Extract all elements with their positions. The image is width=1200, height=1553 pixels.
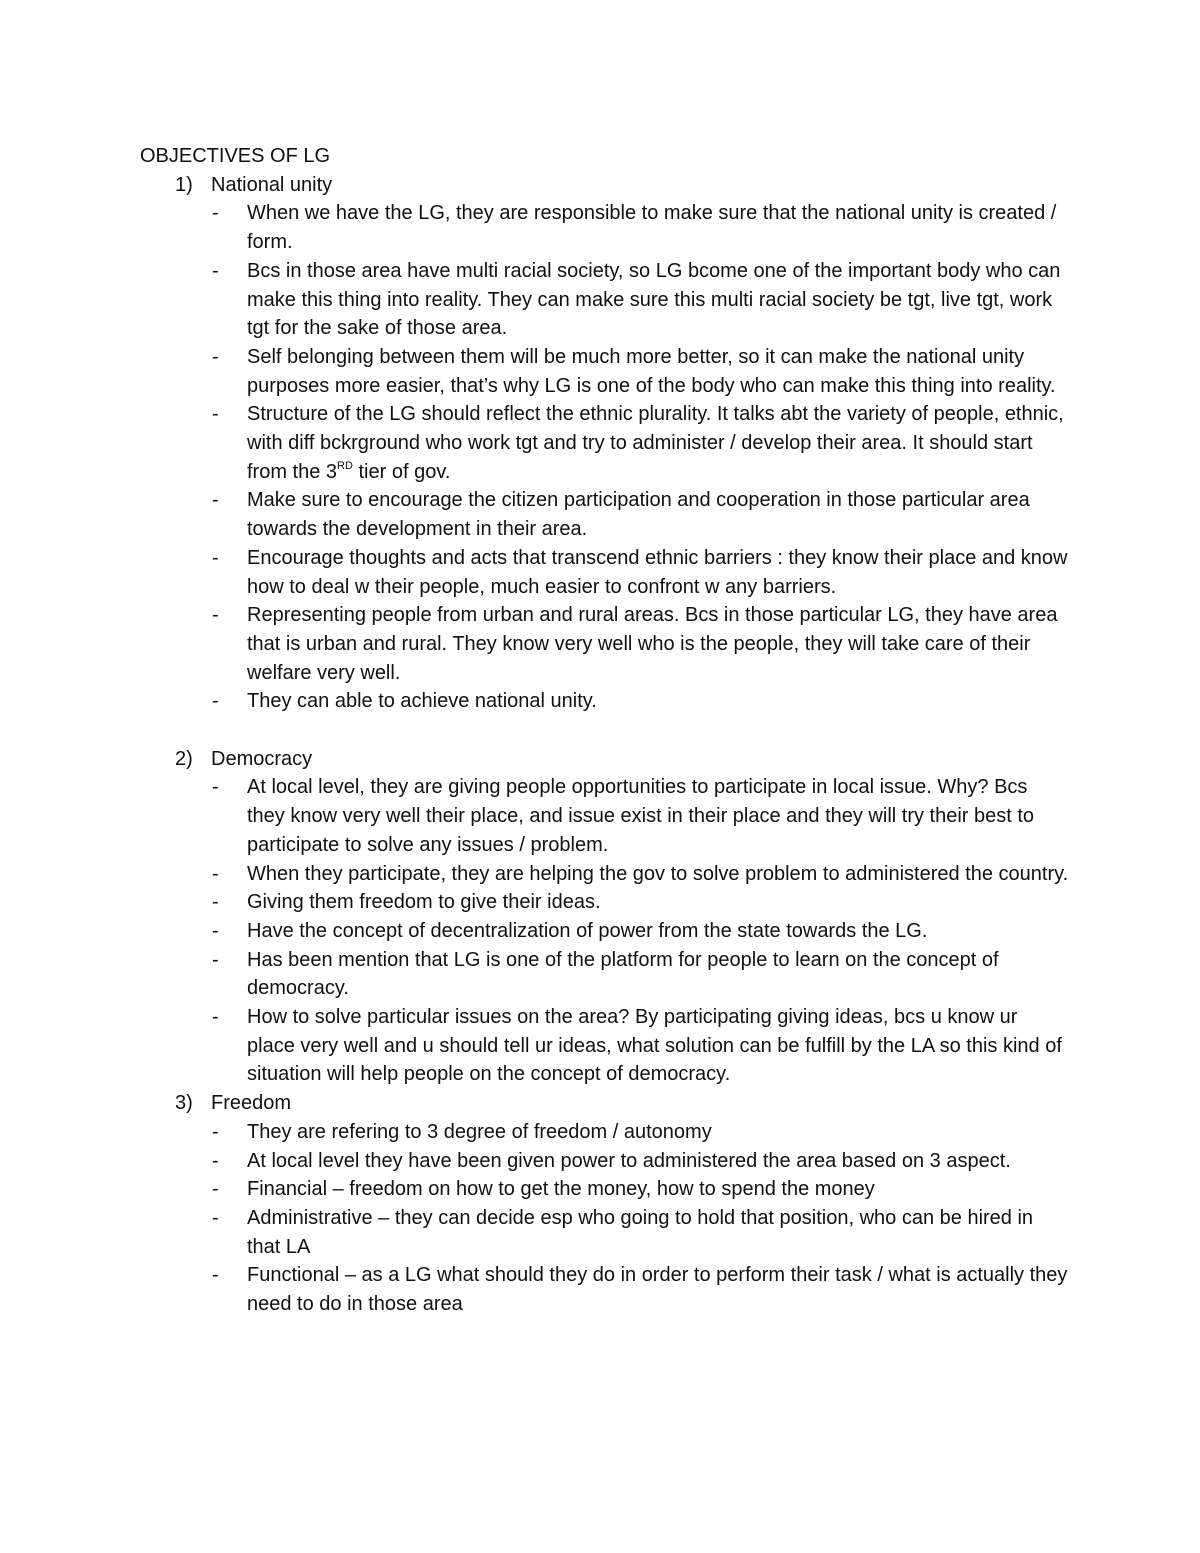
section-heading [140, 1089, 1070, 1118]
bullet-text: Representing people from urban and rural areas. Bcs in those particular LG, they have area that is urban and rural. They know very well who is the people, they will take care of their welfare very well. [247, 604, 1058, 684]
document-content [140, 142, 1070, 1319]
list-item [140, 1204, 1070, 1261]
dash-marker: - [212, 891, 219, 914]
bullet-text: Financial – freedom on how to get the money, how to spend the money [247, 1178, 875, 1201]
bullet-list [140, 1118, 1070, 1319]
dash-marker: - [212, 604, 219, 627]
list-item [140, 1118, 1070, 1147]
section-national-unity [140, 171, 1070, 716]
dash-marker: - [212, 948, 219, 971]
list-item [140, 544, 1070, 601]
section-title: National unity [211, 173, 333, 196]
bullet-list [140, 199, 1070, 716]
section-freedom [140, 1089, 1070, 1319]
list-item [140, 1003, 1070, 1089]
bullet-text: At local level, they are giving people opportunities to participate in local issue. Why? Bcs they know very well their place, and issue exist in their place and they will try their best to participate to solve any issues / problem. [247, 776, 1035, 856]
dash-marker: - [212, 489, 219, 512]
list-item [140, 1261, 1070, 1318]
list-item [140, 1147, 1070, 1176]
dash-marker: - [212, 1207, 219, 1229]
bullet-text-tail: tier of gov. [352, 460, 451, 483]
bullet-list [140, 773, 1070, 1089]
section-democracy [140, 745, 1070, 1089]
ordinal-superscript: RD [337, 459, 353, 472]
section-heading [140, 171, 1070, 200]
list-item [140, 946, 1070, 1003]
bullet-text: Encourage thoughts and acts that transcend ethnic barriers : they know their place and know how to deal w their people, much easier to confront w any barriers. [247, 546, 1068, 598]
bullet-text: When they participate, they are helping the gov to solve problem to administered the country. [247, 862, 1069, 885]
bullet-text-with-superscript [247, 400, 1070, 486]
bullet-text: Giving them freedom to give their ideas. [247, 891, 601, 914]
dash-marker: - [212, 403, 219, 426]
bullet-text: Bcs in those area have multi racial society, so LG bcome one of the important body who can make this thing into reality. They can make sure this multi racial society be tgt, live tgt, work tgt for the sake of those area. [247, 259, 1061, 340]
section-number: 2) [175, 747, 193, 770]
list-item [140, 486, 1070, 543]
section-number: 1) [175, 173, 193, 196]
bullet-text: Structure of the LG should reflect the ethnic plurality. It talks abt the variety of people, ethnic, with diff bckrground who work tgt and try to administer / develop their area. It should start from the 3 [247, 403, 1064, 483]
section-number: 3) [175, 1092, 193, 1115]
list-item [140, 199, 1070, 256]
bullet-text: Functional – as a LG what should they do in order to perform their task / what is actually they need to do in those area [247, 1264, 1068, 1316]
document-title: OBJECTIVES OF LG [140, 145, 331, 167]
list-item [140, 687, 1070, 716]
dash-marker: - [212, 345, 219, 368]
bullet-text: Has been mention that LG is one of the platform for people to learn on the concept of democracy. [247, 948, 999, 1000]
list-item [140, 257, 1070, 343]
dash-marker: - [212, 1006, 219, 1029]
section-heading [140, 745, 1070, 774]
list-item [140, 343, 1070, 400]
blank-line [140, 716, 1070, 745]
section-title: Democracy [211, 747, 313, 770]
bullet-text: How to solve particular issues on the area? By participating giving ideas, bcs u know ur place very well and u should tell ur ideas, what solution can be fulfill by the LA so this kind of situation will help people on the concept of democracy. [247, 1006, 1062, 1086]
dash-marker: - [212, 776, 219, 799]
dash-marker: - [212, 1120, 219, 1143]
list-item [140, 888, 1070, 917]
dash-marker: - [212, 546, 219, 569]
dash-marker: - [212, 1264, 219, 1287]
list-item [140, 917, 1070, 946]
dash-marker: - [212, 1178, 219, 1201]
bullet-text: At local level they have been given power to administered the area based on 3 aspect. [247, 1149, 1011, 1172]
section-title: Freedom [211, 1092, 292, 1115]
list-item [140, 1175, 1070, 1204]
bullet-text: They are refering to 3 degree of freedom / autonomy [247, 1120, 712, 1143]
bullet-text: Have the concept of decentralization of power from the state towards the LG. [247, 919, 928, 942]
bullet-text: When we have the LG, they are responsible to make sure that the national unity is created / form. [247, 202, 1057, 254]
dash-marker: - [212, 919, 219, 942]
list-item [140, 860, 1070, 889]
dash-marker: - [212, 862, 219, 885]
dash-marker: - [212, 1149, 219, 1172]
list-item [140, 400, 1070, 486]
bullet-text: Make sure to encourage the citizen participation and cooperation in those particular area towards the development in their area. [247, 489, 1030, 541]
bullet-text: Self belonging between them will be much more better, so it can make the national unity purposes more easier, that’s why LG is one of the body who can make this thing into reality. [247, 345, 1056, 397]
bullet-text: Administrative – they can decide esp who going to hold that position, who can be hired in that LA [247, 1207, 1034, 1258]
dash-marker: - [212, 690, 219, 713]
bullet-text: They can able to achieve national unity. [247, 690, 597, 713]
dash-marker: - [212, 259, 219, 282]
list-item [140, 773, 1070, 859]
list-item [140, 601, 1070, 687]
dash-marker: - [212, 202, 219, 225]
